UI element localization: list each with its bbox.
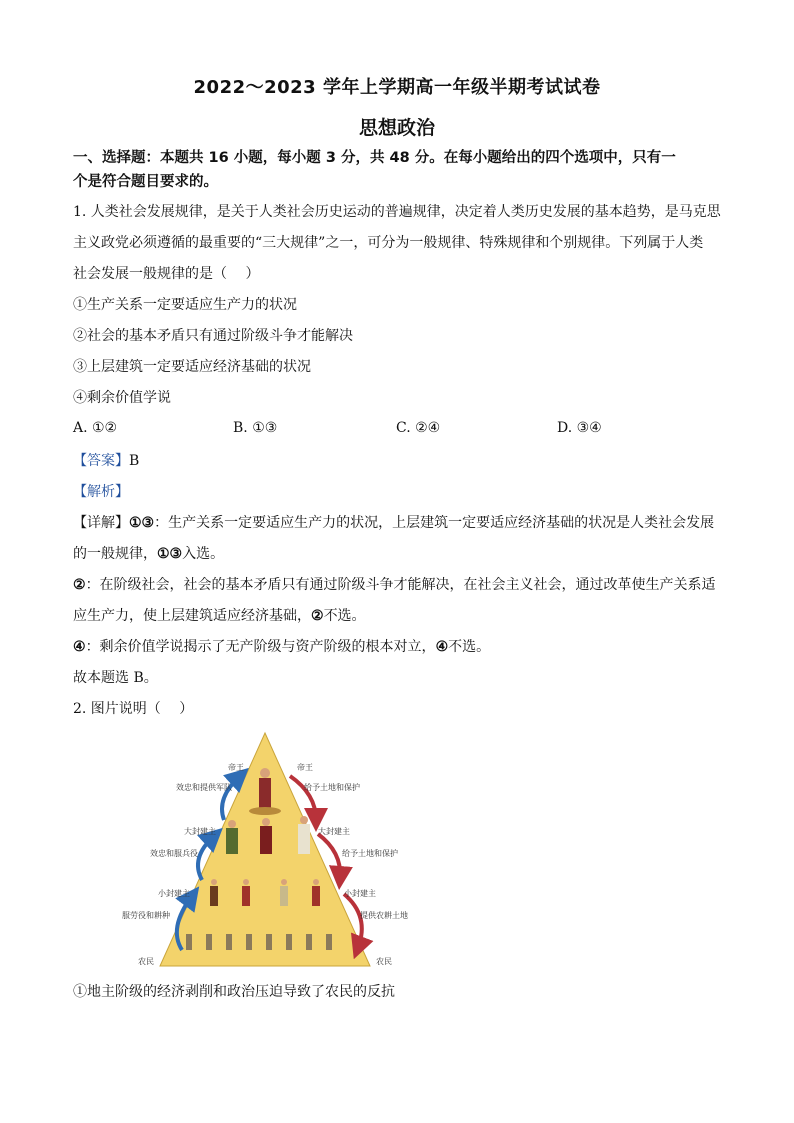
- detail-mark-3a: ④: [435, 639, 449, 655]
- feudal-pyramid-figure: [120, 728, 420, 973]
- left-arrow-text-2: 效忠和服兵役: [150, 849, 198, 858]
- left-arrow-text-1: 效忠和提供军队: [176, 783, 232, 792]
- q2-stem: 2. 图片说明（ ）: [73, 701, 194, 717]
- q1-stem-line3: 社会发展一般规律的是（ ）: [73, 266, 260, 282]
- detail-text-2b-pre: 应生产力，使上层建筑适应经济基础，: [73, 608, 311, 624]
- q1-stem-line1: 1. 人类社会发展规律，是关于人类社会历史运动的普遍规律，决定着人类历史发展的基本趋势，是马克思: [73, 204, 721, 220]
- detail-text-1b-pre: 的一般规律，: [73, 546, 157, 562]
- label-small-lord-left: 小封建主: [158, 889, 190, 898]
- right-arrow-text-2: 给予土地和保护: [342, 849, 398, 858]
- detail-text-3a-pre: ：剩余价值学说揭示了无产阶级与资产阶级的根本对立，: [85, 639, 436, 655]
- label-great-lord-left: 大封建主: [184, 827, 216, 836]
- right-arrow-text-1: 给予土地和保护: [304, 783, 360, 792]
- q1-option-b: B. ①③: [233, 420, 278, 436]
- detail-mark-3: ④: [73, 639, 86, 655]
- q1-conclusion: 故本题选 B。: [73, 670, 158, 686]
- detail-text-2b-post: 不选。: [323, 608, 366, 624]
- detail-tag: 【详解】: [73, 515, 129, 531]
- detail-mark-2: ②: [73, 577, 86, 593]
- section-heading-line1: 一、选择题：本题共 16 小题，每小题 3 分，共 48 分。在每小题给出的四个选项中，只有一: [73, 150, 676, 166]
- subject-title: 思想政治: [358, 117, 435, 139]
- answer-tag: 【答案】: [73, 453, 129, 469]
- q1-detail-line3: [73, 575, 733, 595]
- label-small-lord-right: 小封建主: [344, 889, 376, 898]
- exam-title: 2022～2023 学年上学期高一年级半期考试试卷: [193, 77, 601, 98]
- left-arrow-text-3: 服劳役和耕种: [122, 911, 170, 920]
- q1-analysis-tag: [73, 482, 733, 502]
- q1-detail-line4: [73, 606, 733, 626]
- answer-value: B: [129, 453, 140, 469]
- q1-option-a: A. ①②: [73, 420, 118, 436]
- label-great-lord-right: 大封建主: [318, 827, 350, 836]
- detail-mark-2b: ②: [311, 608, 324, 624]
- label-peasant-right: 农民: [376, 957, 392, 966]
- detail-text-3a-post: 不选。: [448, 639, 491, 655]
- detail-mark-1: ①③: [129, 515, 155, 531]
- analysis-tag: 【解析】: [73, 484, 129, 500]
- detail-text-2a: ：在阶级社会，社会的基本矛盾只有通过阶级斗争才能解决，在社会主义社会，通过改革使生产关系适: [85, 577, 716, 593]
- q1-answer: [73, 451, 733, 471]
- figure-emperor: [259, 778, 271, 808]
- section-heading-line2: 个是符合题目要求的。: [73, 174, 218, 190]
- q1-item-3: ③上层建筑一定要适应经济基础的状况: [73, 359, 311, 375]
- q1-stem-line2: 主义政党必须遵循的最重要的“三大规律”之一，可分为一般规律、特殊规律和个别规律。下列属于人类: [73, 235, 704, 251]
- q1-item-1: ①生产关系一定要适应生产力的状况: [73, 297, 297, 313]
- detail-text-1a: ：生产关系一定要适应生产力的状况，上层建筑一定要适应经济基础的状况是人类社会发展: [154, 515, 715, 531]
- detail-mark-1b: ①③: [157, 546, 183, 562]
- label-emperor-left: 帝王: [228, 763, 244, 772]
- q1-detail-line2: [73, 544, 733, 564]
- q1-item-2: ②社会的基本矛盾只有通过阶级斗争才能解决: [73, 328, 353, 344]
- q1-option-c: C. ②④: [396, 420, 441, 436]
- q1-option-d: D. ③④: [557, 420, 602, 436]
- q1-detail-line5: [73, 637, 733, 657]
- label-emperor-right: 帝王: [297, 763, 313, 772]
- detail-text-1b-post: 入选。: [182, 546, 225, 562]
- label-peasant-left: 农民: [138, 957, 154, 966]
- q2-item-1: ①地主阶级的经济剥削和政治压迫导致了农民的反抗: [73, 984, 395, 1000]
- q1-item-4: ④剩余价值学说: [73, 390, 171, 406]
- right-arrow-text-3: 提供农耕土地: [360, 911, 408, 920]
- q1-detail-line1: [73, 513, 733, 533]
